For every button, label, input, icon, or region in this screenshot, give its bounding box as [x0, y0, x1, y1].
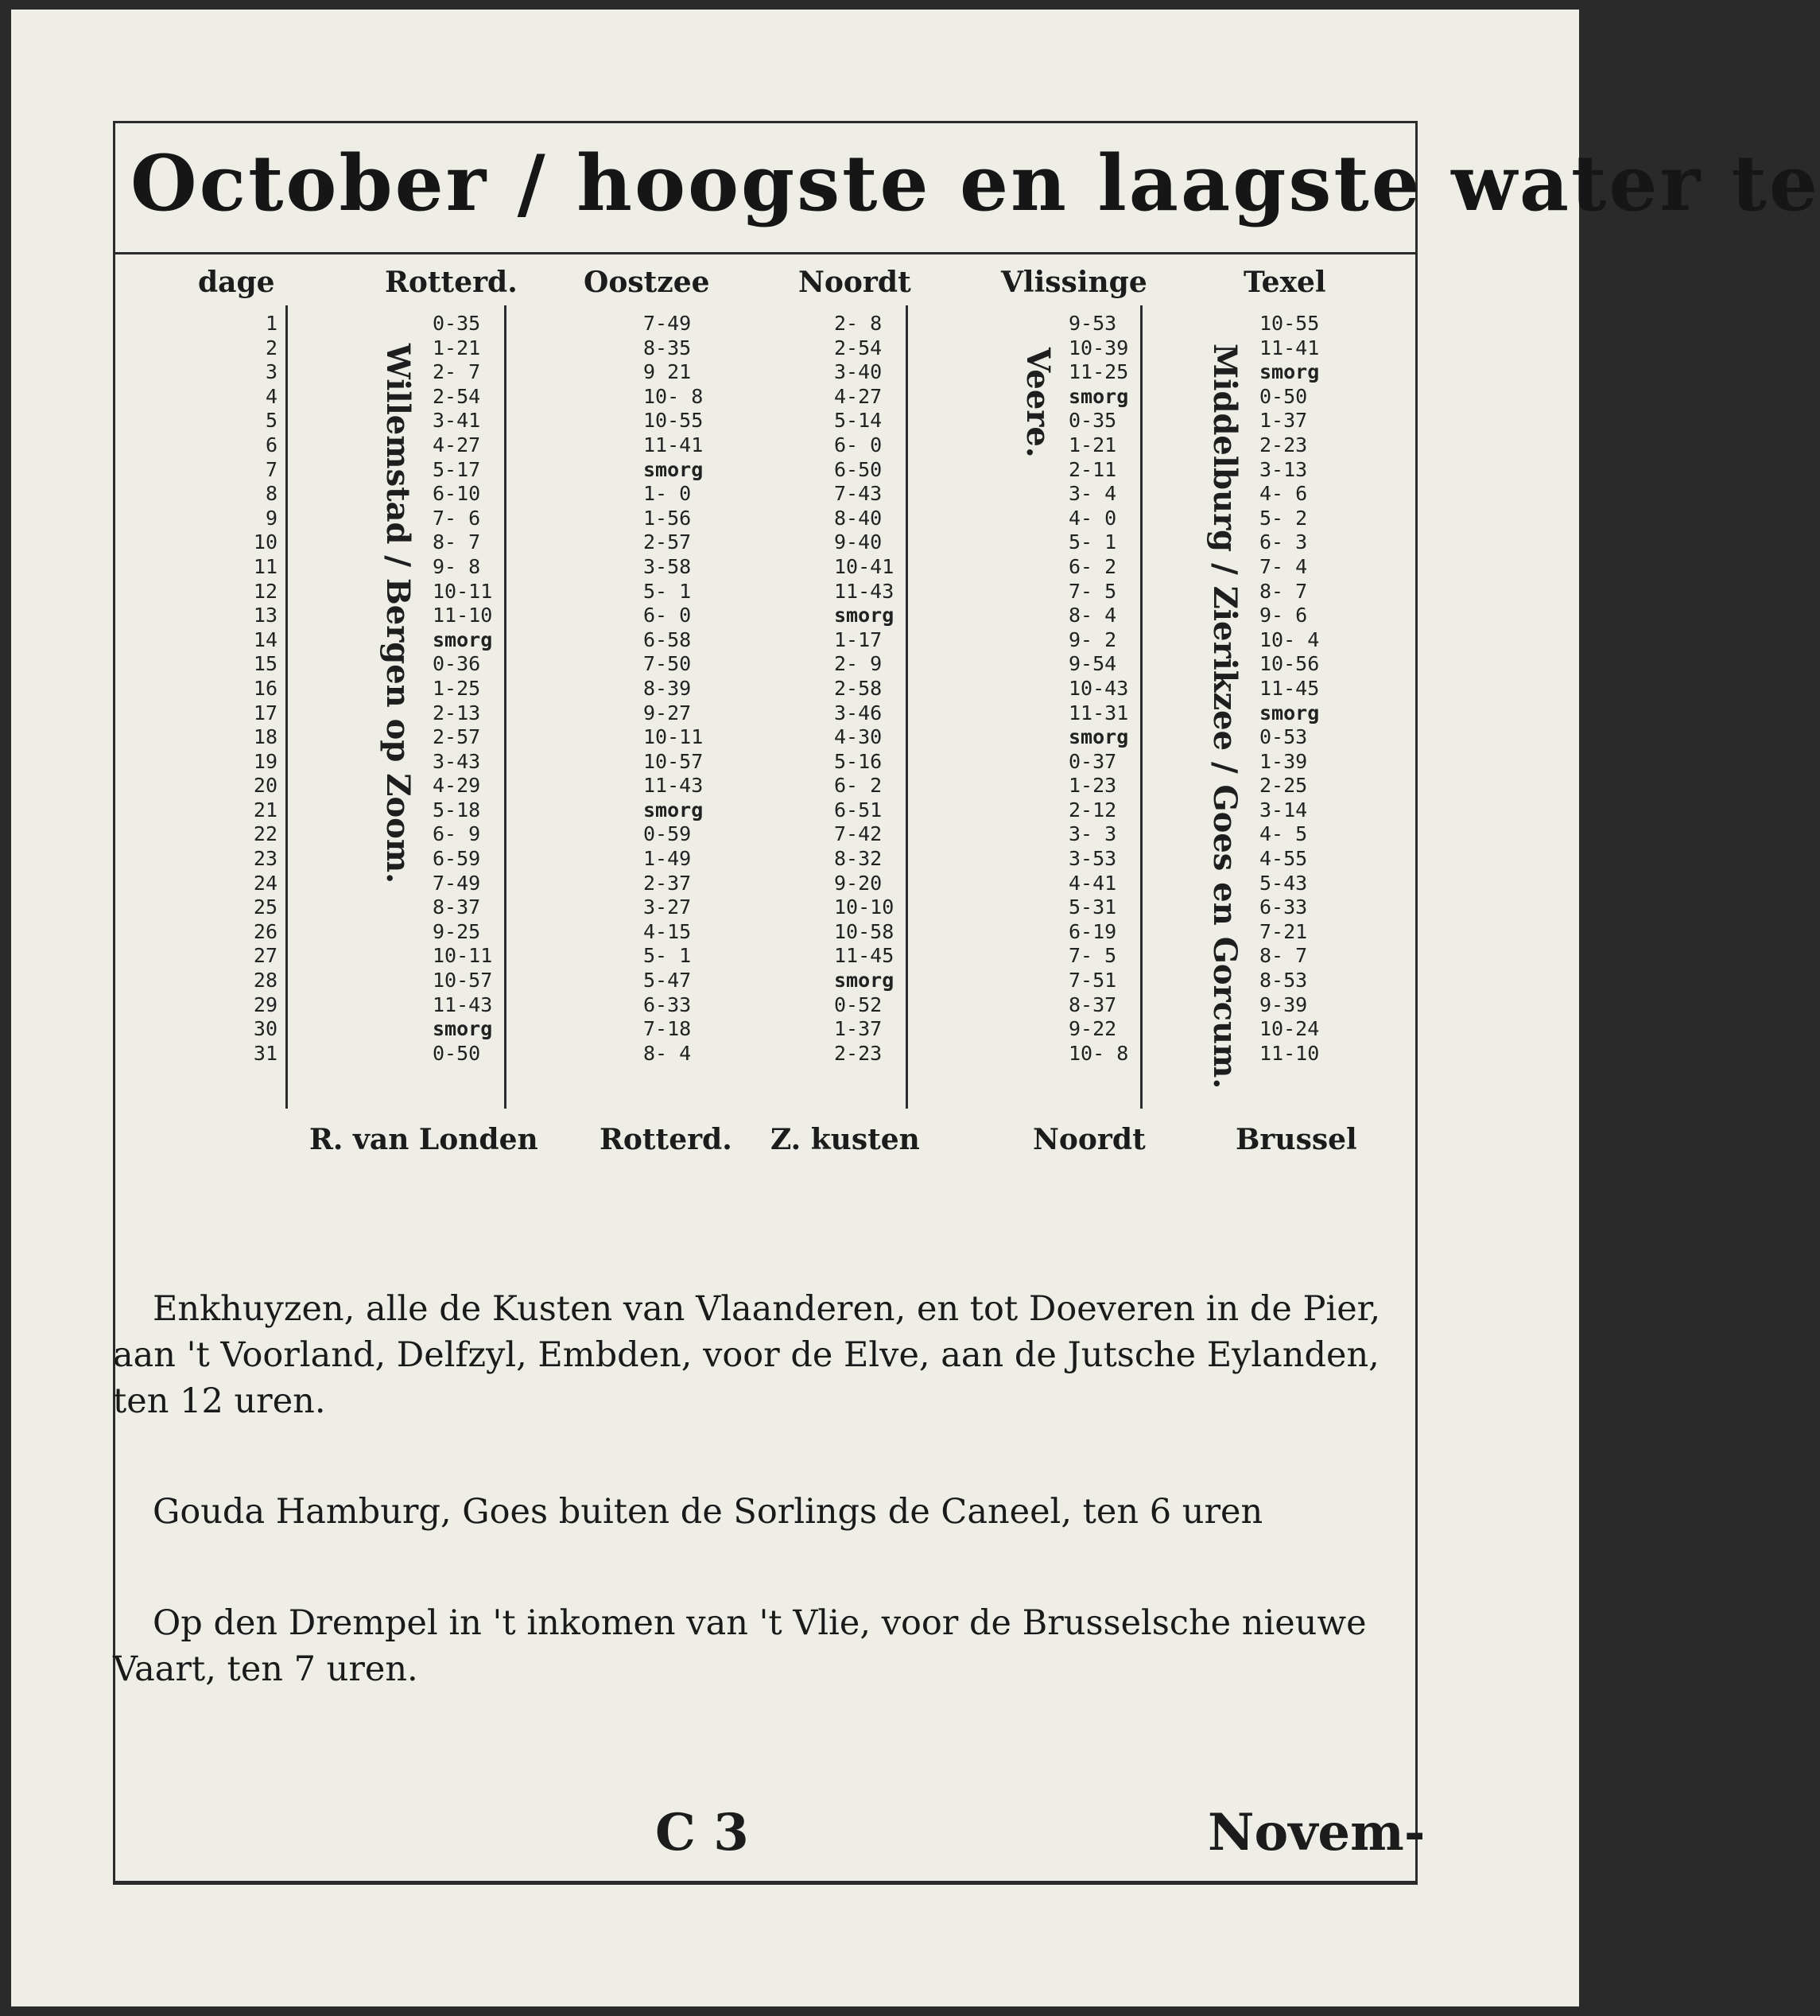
day-number: 17 [253, 701, 277, 724]
day-number: 28 [253, 969, 277, 992]
tide-time-cell: 6-19 [1069, 919, 1117, 943]
tide-time-cell: 9- 2 [1069, 627, 1117, 651]
tide-time-cell: 6-33 [643, 992, 692, 1016]
tide-time-cell: smorg [834, 604, 894, 627]
tide-time-cell: 8-39 [643, 676, 692, 700]
signature-mark: C 3 [655, 1803, 749, 1863]
tide-time-cell: 8-40 [834, 506, 883, 530]
column-divider [906, 305, 908, 1109]
tide-time-cell: 9-40 [834, 530, 883, 554]
tide-time-cell: 11-31 [1069, 701, 1129, 724]
tide-time-cell: 2- 8 [834, 312, 883, 335]
day-number: 15 [253, 652, 277, 676]
day-number: 11 [253, 554, 277, 578]
tide-time-cell: 3- 4 [1069, 482, 1117, 506]
tide-time-cell: 1-49 [643, 847, 692, 871]
col-header-noordt: Noordt [798, 266, 911, 299]
tide-time-cell: 6-33 [1259, 895, 1308, 919]
tide-time-cell: 4-27 [834, 384, 883, 408]
col-footer-noordt: Noordt [1033, 1123, 1146, 1156]
tide-time-cell: 9-39 [1259, 992, 1308, 1016]
day-number: 7 [265, 457, 277, 481]
day-number: 2 [265, 336, 277, 359]
tide-time-cell: 2-57 [433, 725, 481, 749]
tide-time-cell: 8- 7 [433, 530, 481, 554]
tide-time-cell: smorg [643, 457, 704, 481]
col-footer-kusten: Z. kusten [770, 1123, 920, 1156]
day-numbers [230, 312, 277, 1066]
day-number: 1 [265, 312, 277, 335]
tide-time-cell: 0-59 [643, 822, 692, 846]
catchword: Novem- [1208, 1803, 1426, 1863]
tide-time-cell: 0-35 [1069, 409, 1117, 433]
tide-time-cell: 9-22 [1069, 1017, 1117, 1041]
tide-time-cell: 3-53 [1069, 847, 1117, 871]
tide-time-cell: smorg [834, 969, 894, 992]
tide-time-cell: 11-43 [834, 579, 894, 603]
header-rule [113, 252, 1418, 254]
tide-time-cell: smorg [1259, 701, 1320, 724]
tide-time-cell: 2-54 [433, 384, 481, 408]
day-number: 31 [253, 1041, 277, 1065]
tide-time-cell: 10-24 [1259, 1017, 1320, 1041]
tide-time-cell: 1-21 [1069, 433, 1117, 456]
page-title: October / hoogste en laagste water te [130, 138, 1820, 228]
day-number: 22 [253, 822, 277, 846]
tide-time-cell: 6- 2 [834, 774, 883, 798]
tide-time-cell: 1- 0 [643, 482, 692, 506]
tide-time-cell: 7- 6 [433, 506, 481, 530]
col-header-vlissinge: Vlissinge [1001, 266, 1147, 299]
tide-time-cell: 11-43 [433, 992, 493, 1016]
day-number: 9 [265, 506, 277, 530]
tide-time-cell: 4-15 [643, 919, 692, 943]
tide-time-cell: 8-37 [1069, 992, 1117, 1016]
tide-time-cell: 3-43 [433, 749, 481, 773]
day-number: 16 [253, 676, 277, 700]
tide-time-cell: 1-56 [643, 506, 692, 530]
day-number: 18 [253, 725, 277, 749]
tide-time-cell: 6- 2 [1069, 554, 1117, 578]
tide-time-cell: 6- 0 [643, 604, 692, 627]
tide-time-cell: 8- 7 [1259, 944, 1308, 968]
tide-time-cell: 7-51 [1069, 969, 1117, 992]
day-number: 4 [265, 384, 277, 408]
tide-time-cell: 4-27 [433, 433, 481, 456]
vertical-label-veere: Veere. [1019, 348, 1057, 458]
tide-time-cell: 10-56 [1259, 652, 1320, 676]
tide-time-cell: 3-14 [1259, 798, 1308, 822]
tide-time-cell: 3-13 [1259, 457, 1308, 481]
tide-time-cell: 4- 5 [1259, 822, 1308, 846]
tide-time-cell: 1-37 [1259, 409, 1308, 433]
tide-time-cell: 8- 4 [643, 1041, 692, 1065]
tide-time-cell: smorg [643, 798, 704, 822]
tide-time-cell: 4-55 [1259, 847, 1308, 871]
tide-time-cell: 7-49 [433, 871, 481, 895]
tide-time-cell: 4-29 [433, 774, 481, 798]
tide-time-cell: 11-45 [1259, 676, 1320, 700]
tide-time-cell: 3-46 [834, 701, 883, 724]
column-divider [504, 305, 506, 1109]
tide-time-cell: 10-55 [1259, 312, 1320, 335]
texel-values [1259, 312, 1319, 1066]
tide-time-cell: 3- 3 [1069, 822, 1117, 846]
tide-time-cell: 9-25 [433, 919, 481, 943]
tide-time-cell: 10-11 [433, 944, 493, 968]
day-number: 23 [253, 847, 277, 871]
note-paragraph-1: Enkhuyzen, alle de Kusten van Vlaanderen, en tot Doeveren in de Pier, aan 't Voorland, Delfzyl, Embden, voor de Elve, aan de Jutsche Eylanden, ten 12 uren. [113, 1289, 1381, 1421]
col-header-oostzee: Oostzee [584, 266, 710, 299]
tide-time-cell: 6-50 [834, 457, 883, 481]
tide-time-cell: 2- 9 [834, 652, 883, 676]
tide-time-cell: 3-58 [643, 554, 692, 578]
tide-time-cell: 0-37 [1069, 749, 1117, 773]
tide-time-cell: 2-57 [643, 530, 692, 554]
tide-time-cell: 2-25 [1259, 774, 1308, 798]
tide-time-cell: 1-25 [433, 676, 481, 700]
tide-time-cell: 8- 7 [1259, 579, 1308, 603]
tide-time-cell: 7-50 [643, 652, 692, 676]
col-header-texel: Texel [1244, 266, 1326, 299]
tide-time-cell: 7- 4 [1259, 554, 1308, 578]
tide-time-cell: 5- 1 [1069, 530, 1117, 554]
tide-time-cell: 5- 1 [643, 579, 692, 603]
tide-time-cell: 2-37 [643, 871, 692, 895]
day-number: 29 [253, 992, 277, 1016]
tide-time-cell: 10-10 [834, 895, 894, 919]
col-header-rotterdam: Rotterd. [385, 266, 518, 299]
tide-time-cell: 6- 9 [433, 822, 481, 846]
day-number: 26 [253, 919, 277, 943]
tide-time-cell: 10- 4 [1259, 627, 1320, 651]
rotterdam-values [433, 312, 492, 1066]
day-number: 25 [253, 895, 277, 919]
column-divider [285, 305, 288, 1109]
tide-time-cell: 5-16 [834, 749, 883, 773]
day-number: 27 [253, 944, 277, 968]
tide-time-cell: 6-51 [834, 798, 883, 822]
tide-time-cell: 4-30 [834, 725, 883, 749]
day-number: 10 [253, 530, 277, 554]
tide-time-cell: 11-45 [834, 944, 894, 968]
tide-time-cell: 11-43 [643, 774, 704, 798]
tide-time-cell: 10-57 [433, 969, 493, 992]
tide-time-cell: 5- 2 [1259, 506, 1308, 530]
tide-time-cell: 4- 0 [1069, 506, 1117, 530]
bottom-rule [113, 1882, 1418, 1885]
tide-time-cell: 6- 0 [834, 433, 883, 456]
tide-time-cell: 2-58 [834, 676, 883, 700]
tide-time-cell: 9 21 [643, 360, 692, 384]
day-number: 19 [253, 749, 277, 773]
tide-time-cell: smorg [1259, 360, 1320, 384]
vertical-label-middelburg: Middelburg / Zierikzee / Goes en Gorcum. [1206, 344, 1244, 1090]
tide-time-cell: smorg [1069, 725, 1129, 749]
tide-time-cell: 6- 3 [1259, 530, 1308, 554]
tide-time-cell: 10-57 [643, 749, 704, 773]
tide-time-cell: 8-32 [834, 847, 883, 871]
tide-time-cell: 5-18 [433, 798, 481, 822]
oostzee-values [643, 312, 703, 1066]
tide-time-cell: 2-11 [1069, 457, 1117, 481]
tide-time-cell: smorg [433, 1017, 493, 1041]
col-header-days: dage [198, 266, 275, 299]
tide-time-cell: 5-31 [1069, 895, 1117, 919]
col-footer-londen: R. van Londen [309, 1123, 538, 1156]
page [11, 10, 1820, 2006]
tide-time-cell: 5-14 [834, 409, 883, 433]
tide-time-cell: 10-39 [1069, 336, 1129, 359]
tide-time-cell: 7-43 [834, 482, 883, 506]
day-number: 21 [253, 798, 277, 822]
note-paragraph-3: Op den Drempel in 't inkomen van 't Vlie, voor de Brusselsche nieuwe Vaart, ten 7 uren. [113, 1603, 1367, 1689]
tide-time-cell: 10-41 [834, 554, 894, 578]
tide-time-cell: 3-40 [834, 360, 883, 384]
noordt-values [834, 312, 894, 1066]
tide-time-cell: smorg [433, 627, 493, 651]
tide-time-cell: smorg [1069, 384, 1129, 408]
col-footer-brussel: Brussel [1236, 1123, 1357, 1156]
tide-time-cell: 2-12 [1069, 798, 1117, 822]
tide-time-cell: 0-53 [1259, 725, 1308, 749]
tide-time-cell: 7- 5 [1069, 579, 1117, 603]
tide-time-cell: 2- 7 [433, 360, 481, 384]
tide-time-cell: 8- 4 [1069, 604, 1117, 627]
tide-time-cell: 2-54 [834, 336, 883, 359]
tide-time-cell: 8-35 [643, 336, 692, 359]
tide-time-cell: 5-17 [433, 457, 481, 481]
tide-time-cell: 0-50 [1259, 384, 1308, 408]
day-number: 13 [253, 604, 277, 627]
tide-time-cell: 9-53 [1069, 312, 1117, 335]
tide-time-cell: 0-36 [433, 652, 481, 676]
tide-time-cell: 6-58 [643, 627, 692, 651]
tide-time-cell: 9-27 [643, 701, 692, 724]
tide-time-cell: 1-23 [1069, 774, 1117, 798]
tide-time-cell: 7- 5 [1069, 944, 1117, 968]
tide-time-cell: 9- 8 [433, 554, 481, 578]
tide-time-cell: 4-41 [1069, 871, 1117, 895]
tide-time-cell: 11-41 [1259, 336, 1320, 359]
tide-time-cell: 10-58 [834, 919, 894, 943]
tide-time-cell: 11-10 [1259, 1041, 1320, 1065]
tide-time-cell: 3-41 [433, 409, 481, 433]
vlissinge-values [1069, 312, 1128, 1066]
vertical-label-willemstad: Willemstad / Bergen op Zoom. [379, 344, 417, 884]
tide-time-cell: 7-42 [834, 822, 883, 846]
tide-time-cell: 10-11 [643, 725, 704, 749]
column-divider [1140, 305, 1143, 1109]
tide-time-cell: 8-37 [433, 895, 481, 919]
tide-time-cell: 9- 6 [1259, 604, 1308, 627]
tide-time-cell: 9-20 [834, 871, 883, 895]
tide-time-cell: 5-43 [1259, 871, 1308, 895]
tide-time-cell: 2-23 [834, 1041, 883, 1065]
note-paragraph-2: Gouda Hamburg, Goes buiten de Sorlings de Caneel, ten 6 uren [153, 1492, 1263, 1532]
day-number: 24 [253, 871, 277, 895]
tide-time-cell: 10- 8 [643, 384, 704, 408]
tide-time-cell: 11-10 [433, 604, 493, 627]
day-number: 3 [265, 360, 277, 384]
tide-time-cell: 11-25 [1069, 360, 1129, 384]
tide-time-cell: 4- 6 [1259, 482, 1308, 506]
tide-time-cell: 0-52 [834, 992, 883, 1016]
col-footer-rotterdam: Rotterd. [600, 1123, 732, 1156]
day-number: 8 [265, 482, 277, 506]
day-number: 30 [253, 1017, 277, 1041]
tide-time-cell: 1-39 [1259, 749, 1308, 773]
tide-time-cell: 5-47 [643, 969, 692, 992]
tide-time-cell: 3-27 [643, 895, 692, 919]
tide-time-cell: 11-41 [643, 433, 704, 456]
tide-time-cell: 6-10 [433, 482, 481, 506]
tide-time-cell: 10-55 [643, 409, 704, 433]
tide-time-cell: 2-13 [433, 701, 481, 724]
tide-time-cell: 7-18 [643, 1017, 692, 1041]
tide-time-cell: 7-49 [643, 312, 692, 335]
tide-time-cell: 10-11 [433, 579, 493, 603]
tide-time-cell: 0-50 [433, 1041, 481, 1065]
tide-time-cell: 1-17 [834, 627, 883, 651]
tide-time-cell: 1-21 [433, 336, 481, 359]
day-number: 6 [265, 433, 277, 456]
tide-time-cell: 0-35 [433, 312, 481, 335]
tide-time-cell: 10- 8 [1069, 1041, 1129, 1065]
tide-time-cell: 7-21 [1259, 919, 1308, 943]
day-number: 12 [253, 579, 277, 603]
tide-time-cell: 1-37 [834, 1017, 883, 1041]
tide-time-cell: 6-59 [433, 847, 481, 871]
day-number: 14 [253, 627, 277, 651]
tide-time-cell: 10-43 [1069, 676, 1129, 700]
tide-time-cell: 9-54 [1069, 652, 1117, 676]
day-number: 20 [253, 774, 277, 798]
day-number: 5 [265, 409, 277, 433]
tide-time-cell: 2-23 [1259, 433, 1308, 456]
tide-time-cell: 5- 1 [643, 944, 692, 968]
tide-time-cell: 8-53 [1259, 969, 1308, 992]
